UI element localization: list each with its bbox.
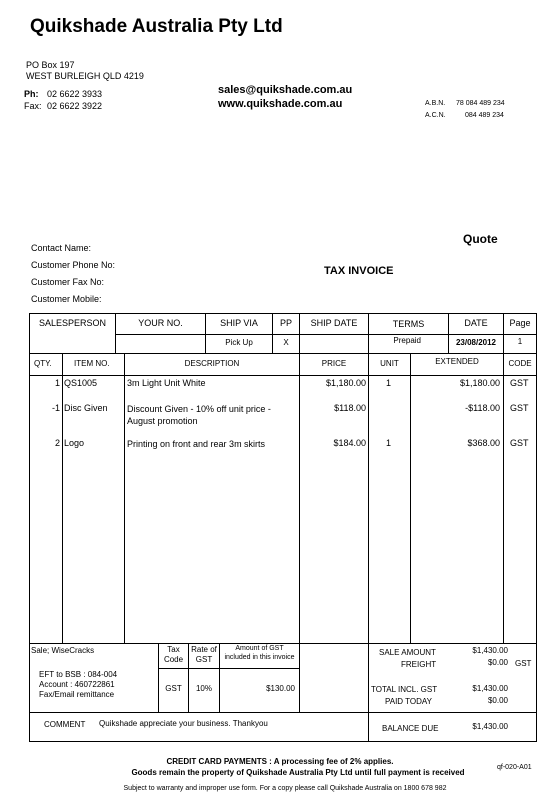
freight-code: GST [515, 659, 532, 668]
item-extended: $368.00 [467, 438, 500, 448]
terms-value: Prepaid [393, 336, 421, 345]
ship-via-header: SHIP VIA [220, 318, 258, 328]
item-extended: $1,180.00 [459, 378, 500, 388]
form-code: qf-020-A01 [497, 764, 532, 771]
freight-value: $0.00 [487, 658, 508, 667]
total-value: $1,430.00 [472, 684, 508, 693]
total-label: TOTAL INCL. GST [371, 685, 438, 694]
phone-label: Ph: [24, 89, 39, 99]
item-price: $1,180.00 [325, 378, 366, 388]
comment-text: Quikshade appreciate your business. Thankyou [99, 719, 268, 728]
sale-amount-label: SALE AMOUNT [379, 648, 436, 657]
page-value: 1 [517, 337, 523, 346]
item-unit: 1 [386, 378, 392, 388]
po-box: PO Box 197 [26, 60, 75, 70]
fax: 02 6622 3922 [47, 101, 103, 111]
item-extended: -$118.00 [465, 403, 500, 413]
website: www.quikshade.com.au [218, 98, 343, 110]
warranty-note: Subject to warranty and improper use form. For a copy please call Quikshade Australia on 1800 678 982 [123, 785, 447, 792]
ship-date-header: SHIP DATE [310, 318, 358, 328]
item-price: $118.00 [334, 403, 366, 413]
customer-phone-label: Customer Phone No: [31, 260, 116, 270]
item-description: 3m Light Unit White [127, 378, 206, 388]
acn-label: A.C.N. [425, 112, 446, 119]
item-qty: -1 [51, 403, 60, 413]
item-number: Logo [64, 438, 85, 448]
item-description: Printing on front and rear 3m skirts [127, 439, 266, 449]
suburb: WEST BURLEIGH QLD 4219 [26, 71, 144, 81]
item-qty: 2 [54, 438, 60, 448]
eft-details: EFT to BSB : 084-004 [39, 670, 118, 679]
page-header: Page [509, 318, 531, 328]
date-value: 23/08/2012 [455, 338, 497, 347]
terms-header: TERMS [392, 319, 425, 329]
pp-header: PP [279, 318, 292, 328]
sale-note: Sale; WiseCracks [31, 646, 95, 655]
item-code: GST [510, 378, 529, 388]
tax-invoice-title: TAX INVOICE [324, 265, 394, 277]
item-number: Disc Given [64, 403, 108, 413]
account-number: Account : 460722861 [39, 680, 115, 689]
contact-name-label: Contact Name: [31, 243, 92, 253]
rate-header: Rate of GST [191, 645, 217, 664]
pp-value: X [283, 338, 289, 347]
freight-label: FREIGHT [401, 660, 437, 669]
item-price: $184.00 [333, 438, 366, 448]
item-code: GST [510, 403, 529, 413]
item-qty: 1 [54, 378, 60, 388]
customer-fax-label: Customer Fax No: [31, 277, 105, 287]
item-number: QS1005 [64, 378, 98, 388]
your-no-header: YOUR NO. [138, 318, 183, 328]
balance-due-label: BALANCE DUE [382, 724, 439, 733]
email: sales@quikshade.com.au [218, 84, 353, 96]
paid-today-label: PAID TODAY [385, 697, 432, 706]
date-header: DATE [464, 318, 488, 328]
abn-label: A.B.N. [425, 100, 446, 107]
gst-amount-value: $130.00 [266, 684, 295, 693]
fax-label: Fax: [24, 101, 42, 111]
item-code: GST [510, 438, 529, 448]
property-note: Goods remain the property of Quikshade Australia Pty Ltd until full payment is received [131, 768, 465, 777]
paid-today-value: $0.00 [487, 696, 508, 705]
abn: 78 084 489 234 [456, 100, 505, 107]
code-header: CODE [508, 359, 532, 368]
phone: 02 6622 3933 [47, 89, 103, 99]
description-header: DESCRIPTION [184, 359, 240, 368]
customer-mobile-label: Customer Mobile: [31, 294, 102, 304]
quote-label: Quote [463, 232, 498, 246]
ship-via-value: Pick Up [225, 338, 253, 347]
remittance-note: Fax/Email remittance [39, 690, 115, 699]
company-name: Quikshade Australia Pty Ltd [30, 16, 283, 37]
tax-code-header: Tax Code [163, 645, 184, 664]
comment-label: COMMENT [44, 720, 86, 729]
gst-amount-header: Amount of GST included in this invoice [224, 645, 295, 661]
balance-due-value: $1,430.00 [472, 722, 508, 731]
unit-header: UNIT [380, 359, 399, 368]
rate-value: 10% [195, 684, 212, 693]
acn: 084 489 234 [465, 112, 504, 119]
item-unit: 1 [386, 438, 392, 448]
price-header: PRICE [321, 359, 347, 368]
salesperson-header: SALESPERSON [38, 318, 107, 328]
sale-amount-value: $1,430.00 [472, 646, 508, 655]
item-header: ITEM NO. [74, 359, 110, 368]
qty-header: QTY. [34, 359, 52, 368]
extended-header: EXTENDED [435, 357, 479, 366]
tax-code-value: GST [165, 684, 182, 693]
credit-card-note: CREDIT CARD PAYMENTS : A processing fee of 2% applies. [166, 757, 394, 766]
item-description: Discount Given - 10% off unit price - August promotion [127, 404, 271, 426]
